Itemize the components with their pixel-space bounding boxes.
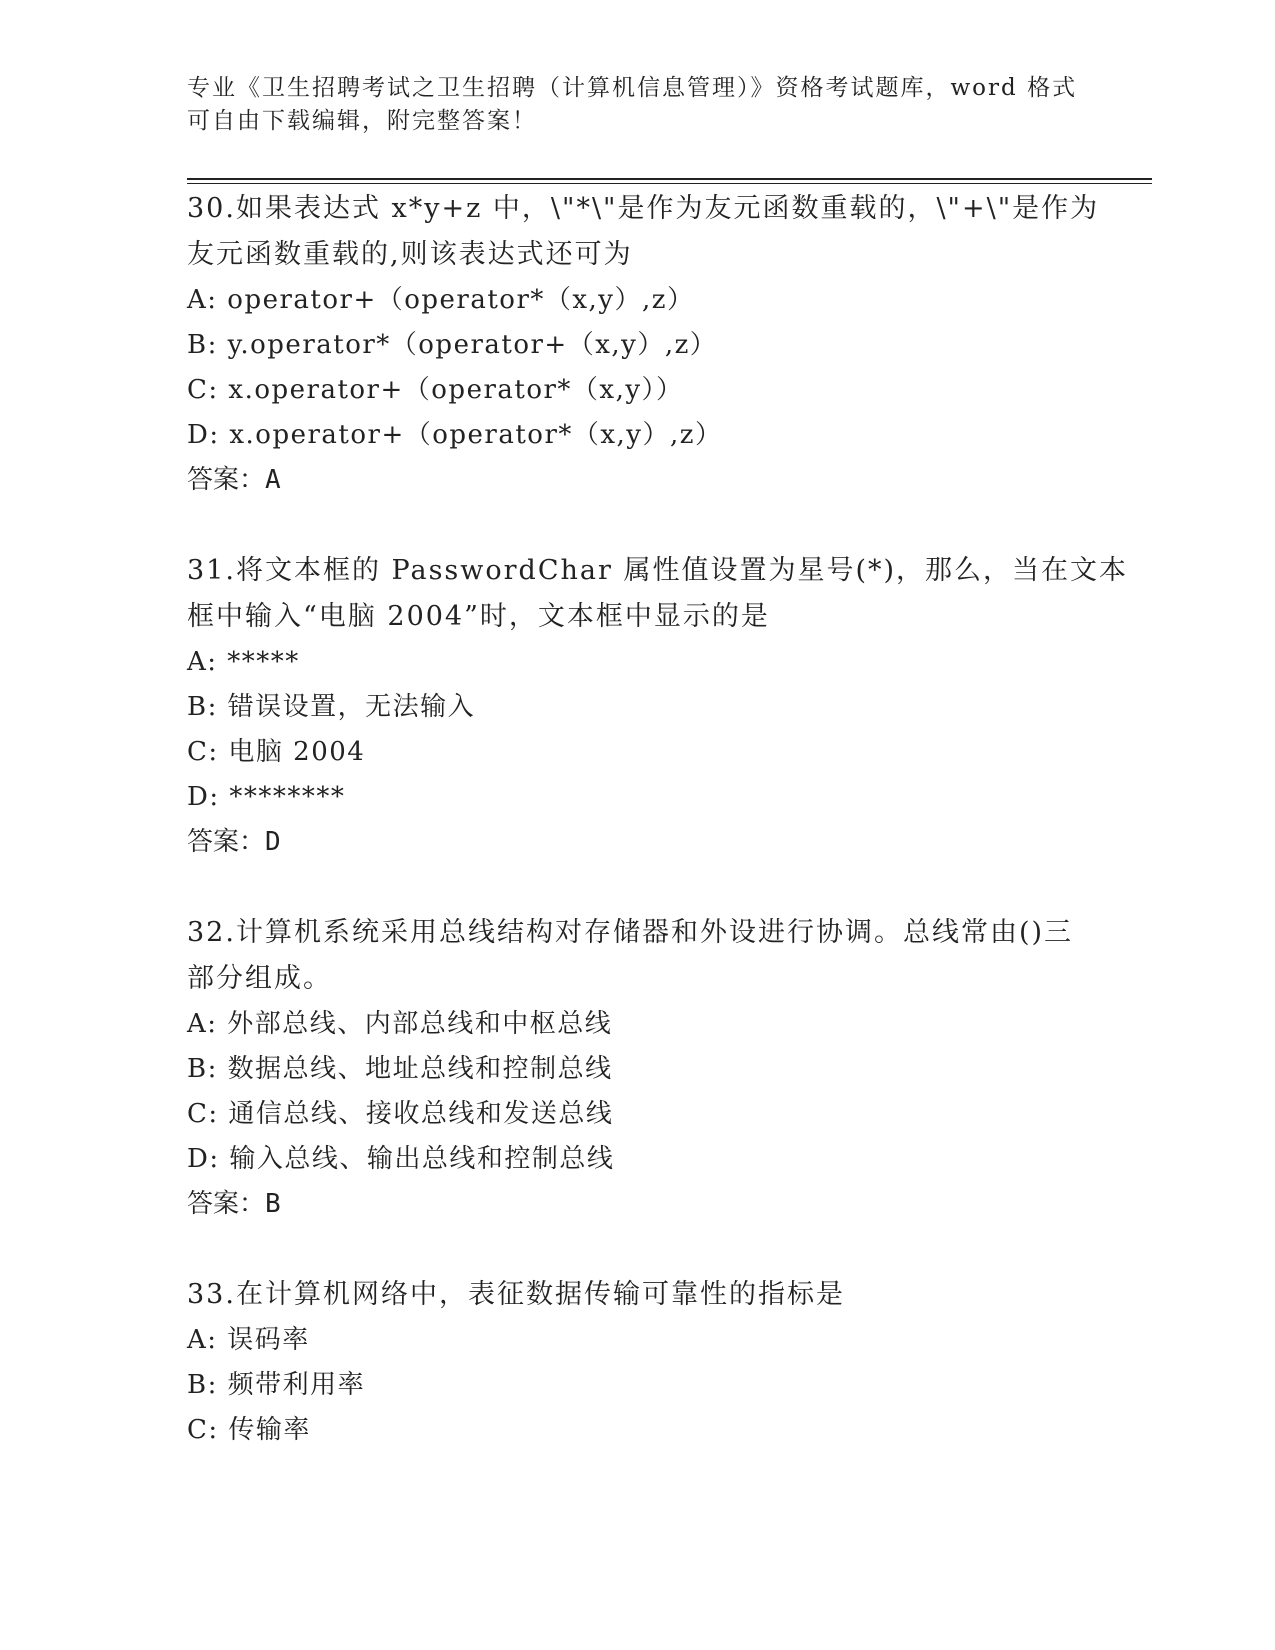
question-stem-line: 31.将文本框的 PasswordChar 属性值设置为星号(*)，那么，当在文本	[187, 555, 1129, 586]
question-stem-line: 部分组成。	[187, 963, 332, 994]
option-a: A: 外部总线、内部总线和中枢总线	[187, 1009, 613, 1039]
option-a: A: *****	[187, 647, 300, 677]
question-33	[187, 1272, 1087, 1453]
question-30	[187, 186, 1100, 503]
document-header	[187, 72, 1087, 138]
option-b: B: y.operator*（operator+（x,y）,z）	[187, 330, 718, 360]
question-stem-line: 33.在计算机网络中，表征数据传输可靠性的指标是	[187, 1279, 845, 1310]
question-stem-line: 32.计算机系统采用总线结构对存储器和外设进行协调。总线常由()三	[187, 917, 1074, 948]
question-stem	[187, 910, 1087, 1002]
question-list	[187, 186, 1129, 1498]
question-stem	[187, 1272, 1087, 1318]
header-line-1: 专业《卫生招聘考试之卫生招聘（计算机信息管理）》资格考试题库，word 格式	[187, 75, 1078, 101]
option-c: C: 电脑 2004	[187, 737, 366, 767]
option-c: C: 通信总线、接收总线和发送总线	[187, 1099, 614, 1129]
question-stem	[187, 186, 1100, 278]
question-31	[187, 548, 1129, 865]
question-32	[187, 910, 1087, 1227]
question-stem-line: 友元函数重载的,则该表达式还可为	[187, 239, 633, 270]
question-stem	[187, 548, 1129, 640]
header-line-2: 可自由下载编辑，附完整答案！	[187, 108, 537, 134]
option-d: D: 输入总线、输出总线和控制总线	[187, 1144, 615, 1174]
header-divider	[187, 178, 1152, 184]
option-c: C: 传输率	[187, 1415, 311, 1445]
question-stem-line: 30.如果表达式 x*y+z 中，\"*\"是作为友元函数重载的，\"+\"是作为	[187, 193, 1100, 224]
answer-label: 答案：B	[187, 1189, 281, 1219]
answer-label: 答案：A	[187, 465, 281, 495]
option-d: D: ********	[187, 782, 346, 812]
option-b: B: 频带利用率	[187, 1370, 366, 1400]
option-b: B: 数据总线、地址总线和控制总线	[187, 1054, 613, 1084]
option-a: A: 误码率	[187, 1325, 310, 1355]
option-b: B: 错误设置，无法输入	[187, 692, 476, 722]
option-a: A: operator+（operator*（x,y）,z）	[187, 285, 695, 315]
option-d: D: x.operator+（operator*（x,y）,z）	[187, 420, 723, 450]
option-c: C: x.operator+（operator*（x,y））	[187, 375, 684, 405]
question-stem-line: 框中输入“电脑 2004”时，文本框中显示的是	[187, 601, 770, 632]
answer-label: 答案：D	[187, 827, 281, 857]
